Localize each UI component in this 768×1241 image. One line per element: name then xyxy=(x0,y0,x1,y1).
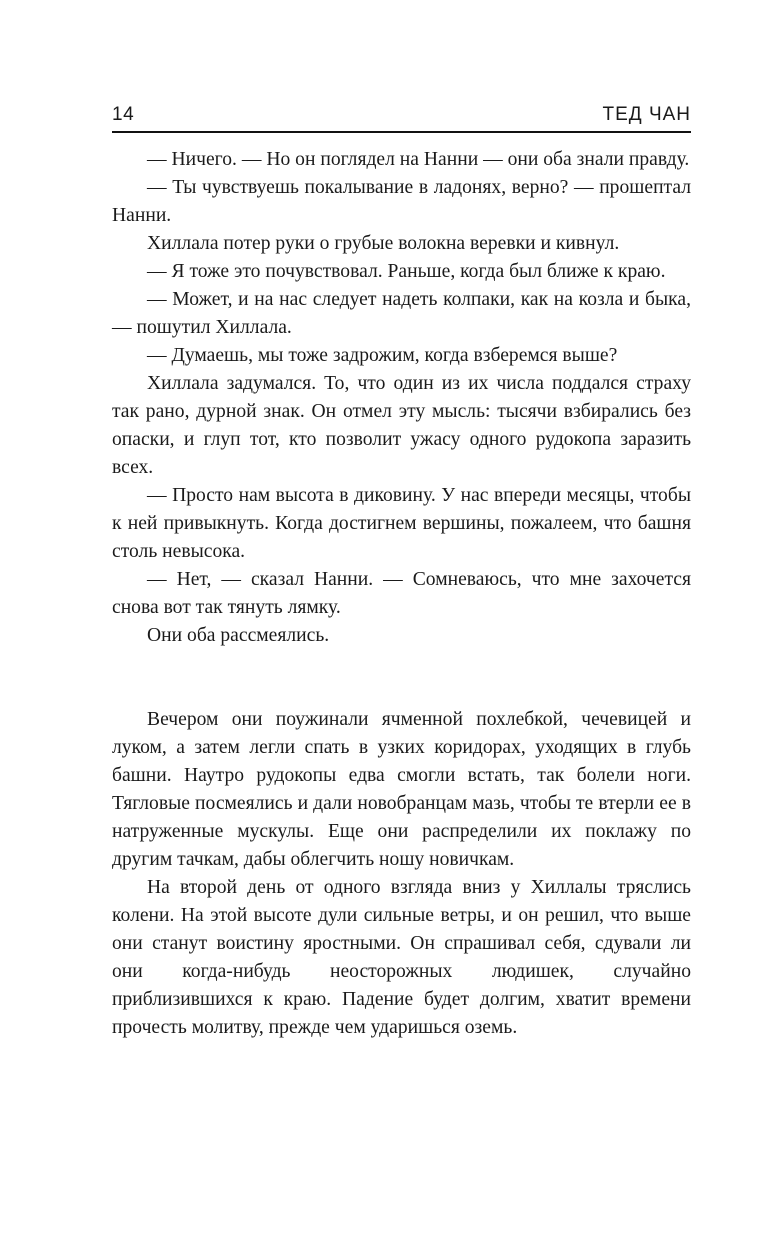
section-break xyxy=(112,650,691,678)
paragraph: — Думаешь, мы тоже задрожим, когда взберемся выше? xyxy=(147,345,618,366)
page-header xyxy=(112,104,691,130)
section-break xyxy=(112,678,691,706)
paragraph: Вечером они поужинали ячменной похлебкой, чечевицей и луком, а затем легли спать в узких коридорах, уходящих в глубь башни. Наутро рудокопы едва смогли встать, так болели ноги. Тягловые посмеялись и дали новобранцам мазь, чтобы те втерли ее в натруженные мускулы. Еще они распределили их поклажу по другим тачкам, дабы облегчить ношу новичкам. xyxy=(112,709,691,870)
paragraph: — Просто нам высота в диковину. У нас впереди месяцы, чтобы к ней привыкнуть. Когда достигнем вершины, пожалеем, что башня столь невысока. xyxy=(112,485,691,562)
paragraph: — Ничего. — Но он поглядел на Нанни — они оба знали правду. xyxy=(147,149,690,170)
paragraph: — Я тоже это почувствовал. Раньше, когда был ближе к краю. xyxy=(147,261,666,282)
paragraph: — Может, и на нас следует надеть колпаки, как на козла и быка, — пошутил Хиллала. xyxy=(112,289,691,338)
paragraph: На второй день от одного взгляда вниз у Хиллалы тряслись колени. На этой высоте дули сильные ветры, и он решил, что выше они станут воистину яростными. Он спрашивал себя, сдували ли они когда-нибудь неосторожных людишек, случайно приблизившихся к краю. Падение будет долгим, хватит времени прочесть молитву, прежде чем ударишься оземь. xyxy=(112,877,691,1038)
paragraph: — Нет, — сказал Нанни. — Сомневаюсь, что мне захочется снова вот так тянуть лямку. xyxy=(112,569,691,618)
paragraph: Они оба рассмеялись. xyxy=(147,625,330,646)
running-head-author: ТЕД ЧАН xyxy=(602,104,691,125)
paragraph: Хиллала потер руки о грубые волокна веревки и кивнул. xyxy=(147,233,620,254)
paragraph: Хиллала задумался. То, что один из их числа поддался страху так рано, дурной знак. Он отмел эту мысль: тысячи взбирались без опаски, и глуп тот, кто позволит ужасу одного рудокопа заразить всех. xyxy=(112,373,691,478)
paragraph: — Ты чувствуешь покалывание в ладонях, верно? — прошептал Нанни. xyxy=(112,177,691,226)
body-text xyxy=(112,146,691,1042)
header-rule xyxy=(112,131,691,133)
page-number: 14 xyxy=(112,104,135,125)
